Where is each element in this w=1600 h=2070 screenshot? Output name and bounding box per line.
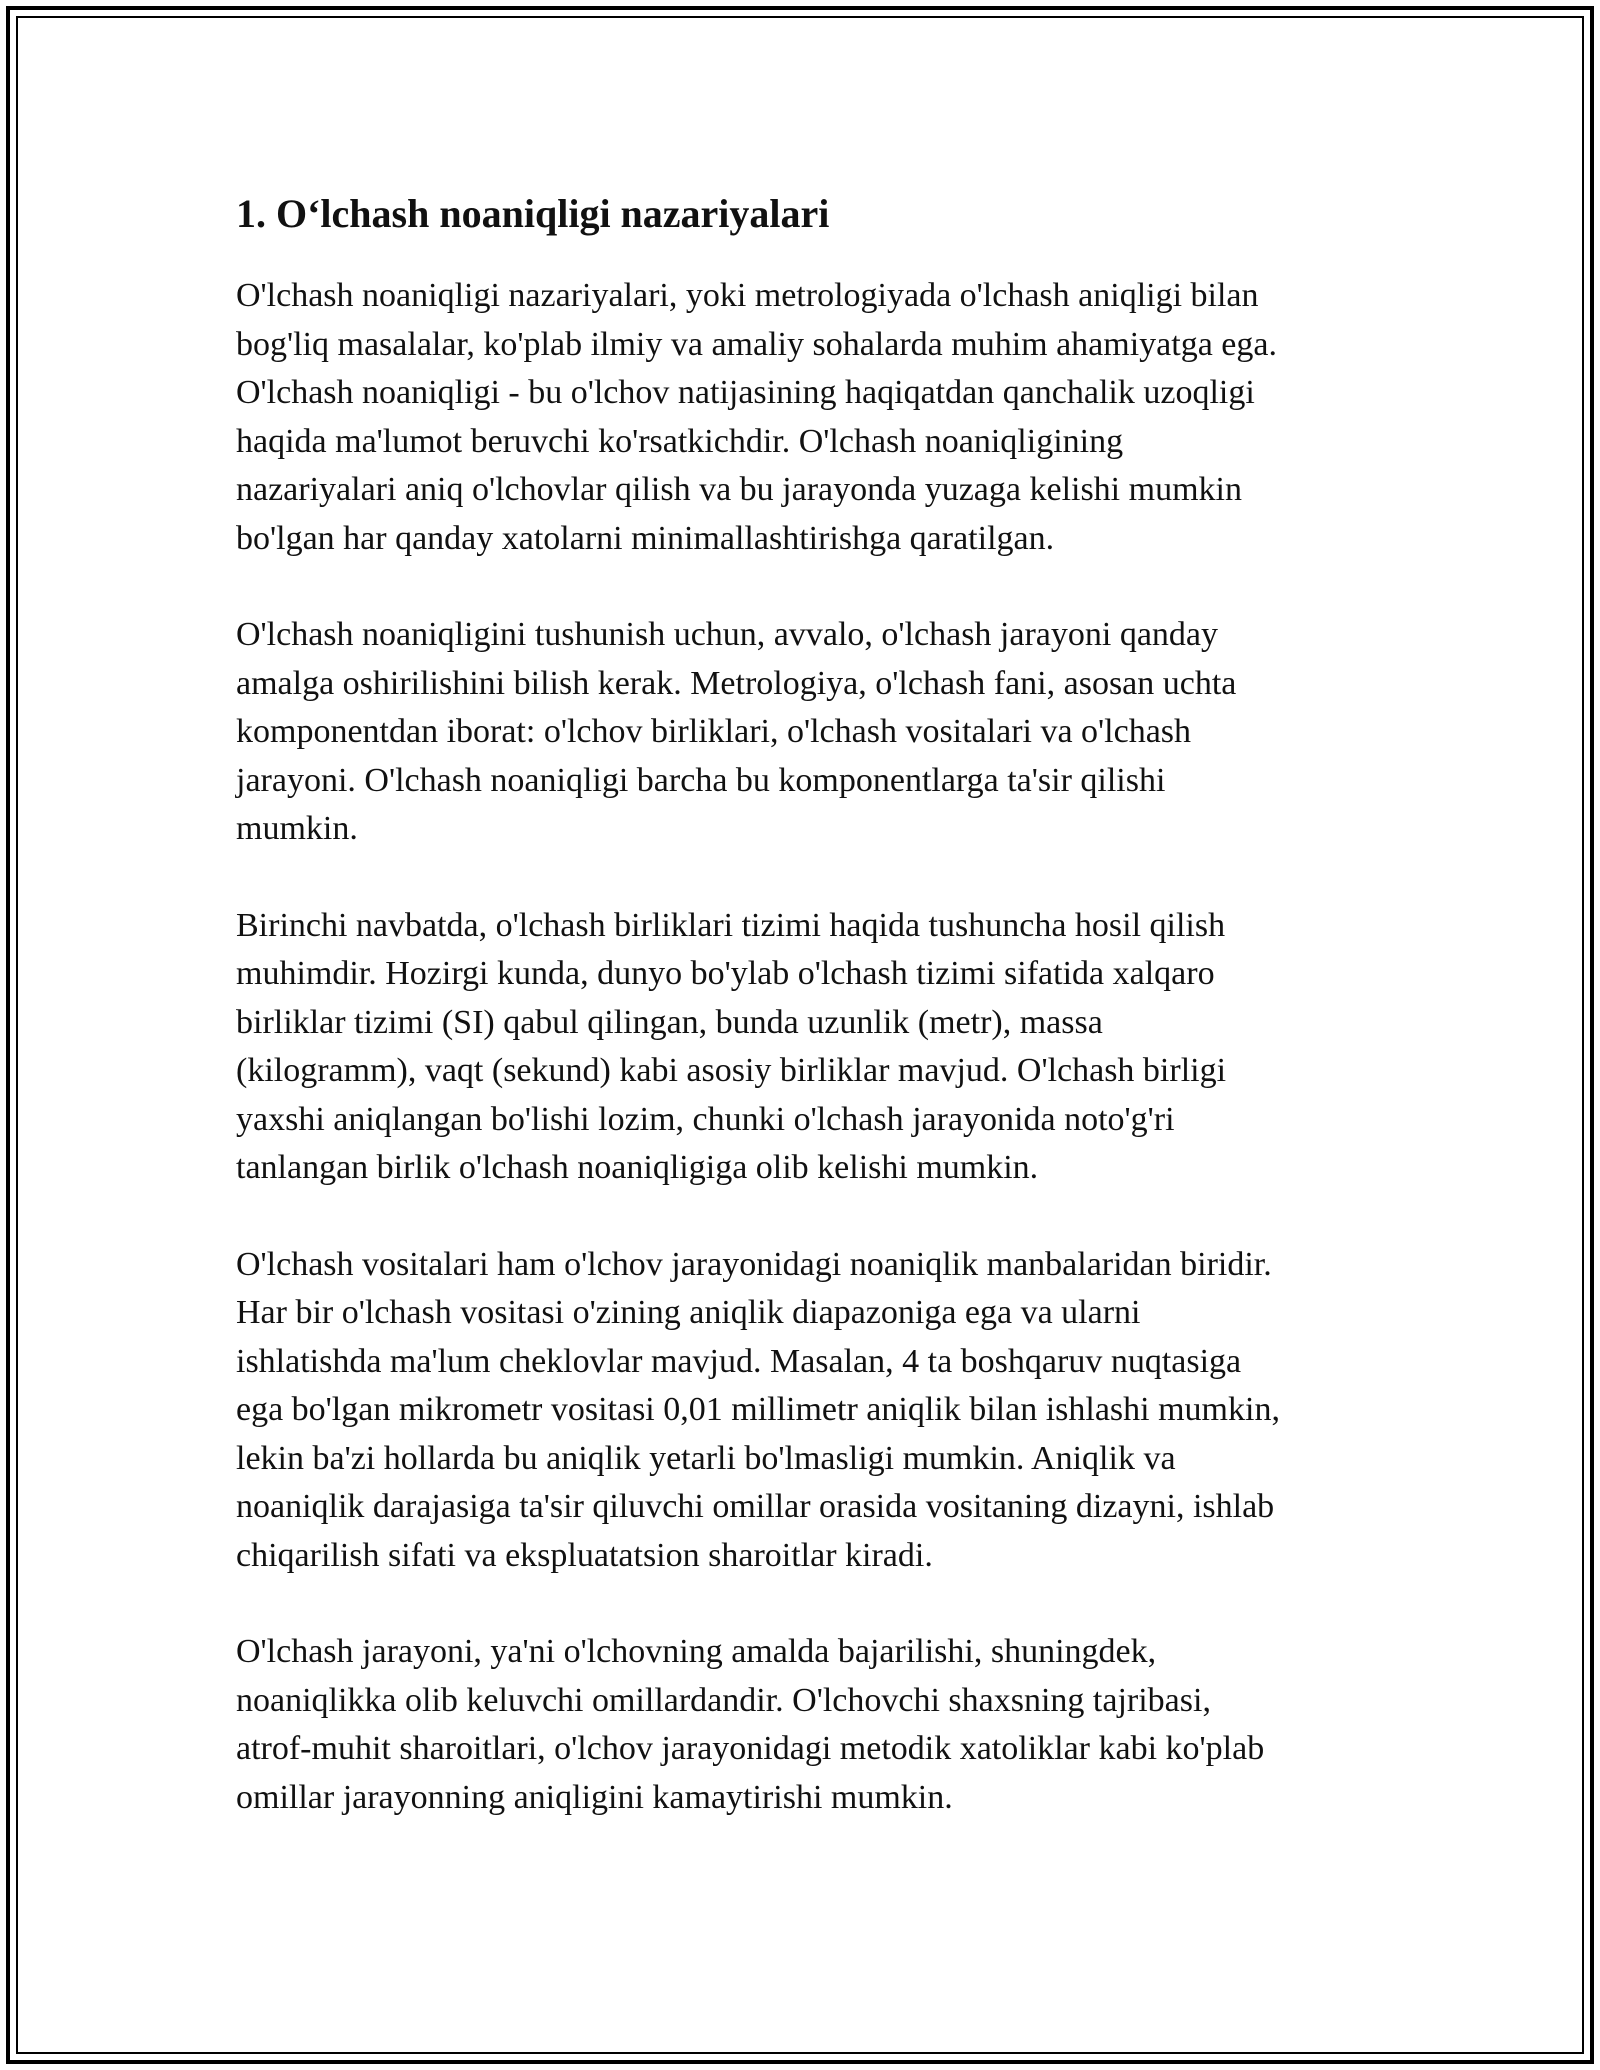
text-line: bog'liq masalalar, ko'plab ilmiy va amaliy sohalarda muhim ahamiyatga ega.: [236, 325, 1277, 363]
paragraph-4: [236, 1241, 1376, 1581]
text-line: O'lchash noaniqligi - bu o'lchov natijasining haqiqatdan qanchalik uzoqligi: [236, 374, 1255, 411]
text-line: nazariyalari aniq o'lchovlar qilish va bu jarayonda yuzaga kelishi mumkin: [236, 471, 1242, 508]
text-line: noaniqlikka olib keluvchi omillardandir. O'lchovchi shaxsning tajribasi,: [236, 1681, 1211, 1719]
text-line: Birinchi navbatda, o'lchash birliklari tizimi haqida tushuncha hosil qilish: [236, 906, 1226, 944]
text-line: tanlangan birlik o'lchash noaniqligiga olib kelishi mumkin.: [236, 1149, 1039, 1186]
document-body: [236, 186, 1376, 1870]
text-line: O'lchash noaniqligini tushunish uchun, avvalo, o'lchash jarayoni qanday: [236, 616, 1218, 653]
text-line: chiqarilish sifati va ekspluatatsion sharoitlar kiradi.: [236, 1536, 933, 1574]
text-line: omillar jarayonning aniqligini kamaytirishi mumkin.: [236, 1778, 953, 1816]
text-line: jarayoni. O'lchash noaniqligi barcha bu komponentlarga ta'sir qilishi: [236, 761, 1166, 799]
text-line: O'lchash jarayoni, ya'ni o'lchovning amalda bajarilishi, shuningdek,: [236, 1633, 1157, 1670]
paragraph-2: [236, 611, 1376, 854]
text-line: yaxshi aniqlangan bo'lishi lozim, chunki o'lchash jarayonida noto'g'ri: [236, 1100, 1175, 1138]
text-line: noaniqlik darajasiga ta'sir qiluvchi omillar orasida vositaning dizayni, ishlab: [236, 1488, 1275, 1525]
text-line: komponentdan iborat: o'lchov birliklari, o'lchash vositalari va o'lchash: [236, 713, 1192, 750]
text-line: Har bir o'lchash vositasi o'zining aniqlik diapazoniga ega va ularni: [236, 1294, 1141, 1331]
text-line: atrof-muhit sharoitlari, o'lchov jarayonidagi metodik xatoliklar kabi ko'plab: [236, 1730, 1265, 1767]
paragraph-5: [236, 1628, 1376, 1822]
paragraph-3: [236, 902, 1376, 1193]
text-line: (kilogramm), vaqt (sekund) kabi asosiy birliklar mavjud. O'lchash birligi: [236, 1052, 1227, 1089]
text-line: ishlatishda ma'lum cheklovlar mavjud. Masalan, 4 ta boshqaruv nuqtasiga: [236, 1342, 1242, 1380]
text-line: ega bo'lgan mikrometr vositasi 0,01 millimetr aniqlik bilan ishlashi mumkin,: [236, 1391, 1280, 1428]
text-line: haqida ma'lumot beruvchi ko'rsatkichdir. O'lchash noaniqligining: [236, 422, 1124, 460]
text-line: muhimdir. Hozirgi kunda, dunyo bo'ylab o'lchash tizimi sifatida xalqaro: [236, 955, 1215, 992]
text-line: birliklar tizimi (SI) qabul qilingan, bunda uzunlik (metr), massa: [236, 1003, 1103, 1041]
paragraph-1: [236, 272, 1376, 563]
section-heading: 1. O‘lchash noaniqligi nazariyalari: [236, 191, 830, 236]
text-line: bo'lgan har qanday xatolarni minimallashtirishga qaratilgan.: [236, 519, 1055, 557]
text-line: lekin ba'zi hollarda bu aniqlik yetarli bo'lmasligi mumkin. Aniqlik va: [236, 1439, 1176, 1477]
text-line: O'lchash noaniqligi nazariyalari, yoki metrologiyada o'lchash aniqligi bilan: [236, 277, 1259, 314]
text-line: O'lchash vositalari ham o'lchov jarayonidagi noaniqlik manbalaridan biridir.: [236, 1245, 1272, 1283]
text-line: mumkin.: [236, 810, 358, 847]
text-line: amalga oshirilishini bilish kerak. Metrologiya, o'lchash fani, asosan uchta: [236, 664, 1237, 702]
